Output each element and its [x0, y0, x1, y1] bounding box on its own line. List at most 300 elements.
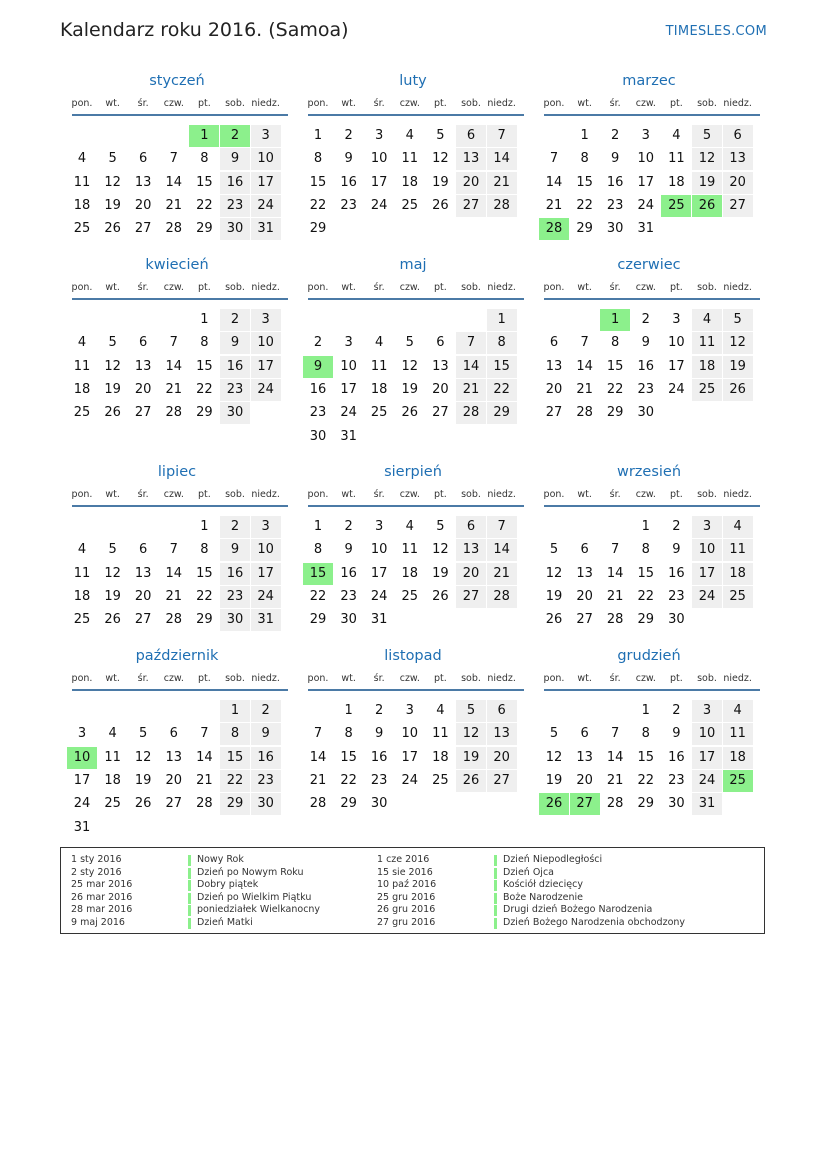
day-cell: 17 — [370, 565, 388, 581]
day-cell: 2 — [672, 703, 681, 718]
day-cell: 4 — [108, 726, 117, 742]
day-cell: 13 — [487, 723, 517, 745]
day-cell: 23 — [220, 195, 250, 217]
day-cell: 20 — [432, 381, 449, 397]
day-cell: 27 — [456, 586, 486, 608]
day-cell: 11 — [73, 565, 91, 581]
day-cell: 23 — [220, 379, 250, 401]
day-cell: 7 — [169, 542, 178, 558]
day-cell: 28 — [165, 612, 183, 628]
day-cell: 15 — [196, 358, 213, 374]
legend-date: 1 sty 2016 — [71, 854, 122, 865]
weekday-label: niedz. — [723, 673, 752, 684]
day-cell: 30 — [668, 796, 685, 812]
day-cell: 30 — [370, 796, 388, 812]
page-title: Kalendarz roku 2016. (Samoa) — [60, 19, 349, 41]
legend-color-marker — [188, 880, 191, 891]
day-cell: 5 — [549, 726, 559, 742]
day-cell: 6 — [139, 542, 148, 558]
day-cell: 10 — [668, 335, 685, 351]
day-cell: 4 — [723, 700, 753, 722]
day-cell: 21 — [576, 381, 593, 397]
day-cell: 9 — [344, 151, 353, 167]
day-cell: 30 — [220, 218, 250, 240]
day-cell: 23 — [668, 772, 685, 788]
day-cell: 17 — [251, 356, 281, 378]
weekday-label: wt. — [577, 98, 592, 109]
day-cell: 6 — [723, 125, 753, 147]
day-cell: 5 — [108, 151, 117, 167]
day-cell: 19 — [104, 197, 121, 213]
legend-holiday-name: Nowy Rok — [197, 854, 244, 865]
weekday-label: niedz. — [251, 98, 280, 109]
weekday-label: wt. — [105, 673, 120, 684]
weekday-label: czw. — [635, 673, 656, 684]
day-cell: 29 — [606, 405, 624, 421]
day-cell: 7 — [487, 516, 517, 538]
day-cell: 31 — [73, 819, 91, 835]
day-cell: 30 — [251, 793, 281, 815]
day-cell: 24 — [401, 772, 419, 788]
weekday-label: niedz. — [487, 98, 516, 109]
day-cell: 5 — [108, 335, 117, 351]
day-cell: 7 — [487, 125, 517, 147]
holiday-day-cell: 28 — [539, 218, 569, 240]
weekday-label: śr. — [609, 489, 621, 500]
day-cell: 25 — [401, 197, 419, 213]
month-name: maj — [399, 257, 427, 273]
day-cell: 28 — [576, 405, 593, 421]
site-link[interactable]: TIMESLES.COM — [665, 24, 767, 39]
day-cell: 3 — [251, 516, 281, 538]
day-cell: 12 — [401, 358, 419, 374]
day-cell: 27 — [456, 195, 486, 217]
day-cell: 8 — [580, 151, 589, 167]
weekday-label: sob. — [225, 673, 245, 684]
day-cell: 3 — [251, 309, 281, 331]
day-cell: 12 — [545, 565, 563, 581]
day-cell: 24 — [340, 405, 357, 421]
day-cell: 3 — [251, 125, 281, 147]
day-cell: 20 — [576, 772, 593, 788]
day-cell: 23 — [220, 586, 250, 608]
day-cell: 12 — [432, 542, 449, 558]
legend-holiday-name: Dzień Bożego Narodzenia obchodzony — [503, 916, 686, 928]
day-cell: 1 — [641, 519, 650, 534]
day-cell: 23 — [370, 772, 388, 788]
day-cell: 21 — [165, 381, 183, 397]
day-cell: 18 — [668, 174, 685, 190]
day-cell: 28 — [165, 405, 183, 421]
month-name: styczeń — [149, 73, 205, 89]
day-cell: 5 — [436, 519, 445, 534]
day-cell: 12 — [692, 148, 722, 170]
day-cell: 11 — [104, 749, 121, 765]
day-cell: 8 — [313, 542, 323, 558]
day-cell: 1 — [313, 519, 323, 534]
day-cell: 21 — [487, 563, 517, 585]
day-cell: 5 — [723, 309, 753, 331]
legend-date: 27 gru 2016 — [377, 916, 436, 928]
day-cell: 17 — [401, 749, 419, 765]
day-cell: 25 — [370, 405, 388, 421]
day-cell: 21 — [456, 379, 486, 401]
day-cell: 14 — [165, 358, 183, 374]
day-cell: 3 — [344, 335, 353, 351]
weekday-label: sob. — [461, 98, 481, 109]
weekday-label: pt. — [670, 673, 683, 684]
legend-holiday-name: Dzień Ojca — [503, 866, 554, 878]
day-cell: 1 — [487, 309, 517, 331]
legend-color-marker — [494, 918, 497, 929]
weekday-label: wt. — [577, 489, 592, 500]
weekday-label: czw. — [399, 489, 420, 500]
legend-date: 26 gru 2016 — [377, 904, 436, 915]
day-cell: 2 — [344, 519, 353, 534]
weekday-label: czw. — [163, 673, 184, 684]
day-cell: 2 — [641, 312, 650, 327]
day-cell: 18 — [401, 565, 419, 581]
day-cell: 8 — [200, 542, 209, 558]
day-cell: 17 — [73, 772, 91, 788]
day-cell: 30 — [309, 428, 327, 444]
day-cell: 28 — [196, 796, 213, 812]
day-cell: 6 — [139, 335, 148, 351]
header-rule — [544, 298, 760, 300]
day-cell: 4 — [723, 516, 753, 538]
day-cell: 3 — [375, 519, 384, 534]
weekday-label: pt. — [670, 282, 683, 293]
day-cell: 12 — [723, 332, 753, 354]
day-cell: 3 — [692, 700, 722, 722]
month-name: sierpień — [384, 464, 442, 480]
header-rule — [544, 114, 760, 116]
weekday-label: śr. — [137, 282, 149, 293]
day-cell: 10 — [251, 539, 281, 561]
day-cell: 15 — [196, 565, 213, 581]
day-cell: 24 — [637, 197, 655, 213]
day-cell: 16 — [340, 174, 357, 190]
day-cell: 3 — [641, 128, 650, 143]
weekday-label: pon. — [543, 489, 565, 500]
day-cell: 23 — [309, 405, 327, 421]
day-cell: 10 — [251, 148, 281, 170]
holiday-day-cell: 27 — [570, 793, 600, 815]
day-cell: 16 — [220, 356, 250, 378]
day-cell: 27 — [134, 612, 152, 628]
day-cell: 1 — [344, 703, 353, 718]
day-cell: 23 — [251, 770, 281, 792]
day-cell: 24 — [251, 195, 281, 217]
day-cell: 9 — [672, 542, 681, 558]
day-cell: 6 — [436, 335, 445, 351]
day-cell: 24 — [370, 197, 388, 213]
day-cell: 13 — [456, 539, 486, 561]
weekday-label: sob. — [697, 98, 717, 109]
day-cell: 14 — [606, 749, 624, 765]
day-cell: 23 — [606, 197, 624, 213]
day-cell: 7 — [549, 151, 559, 167]
day-cell: 14 — [456, 356, 486, 378]
weekday-label: pt. — [434, 282, 447, 293]
weekday-label: czw. — [399, 98, 420, 109]
day-cell: 17 — [251, 172, 281, 194]
day-cell: 15 — [309, 174, 327, 190]
day-cell: 15 — [487, 356, 517, 378]
day-cell: 21 — [606, 588, 624, 604]
day-cell: 12 — [545, 749, 563, 765]
day-cell: 29 — [340, 796, 357, 812]
day-cell: 30 — [340, 612, 357, 628]
day-cell: 18 — [370, 381, 388, 397]
day-cell: 10 — [692, 539, 722, 561]
weekday-label: pon. — [71, 673, 93, 684]
day-cell: 13 — [134, 565, 152, 581]
day-cell: 27 — [487, 770, 517, 792]
day-cell: 4 — [77, 335, 87, 351]
weekday-label: śr. — [373, 282, 385, 293]
day-cell: 12 — [134, 749, 152, 765]
holiday-day-cell: 9 — [303, 356, 333, 378]
weekday-label: niedz. — [487, 282, 516, 293]
day-cell: 21 — [165, 588, 183, 604]
day-cell: 4 — [405, 128, 414, 143]
day-cell: 31 — [340, 428, 357, 444]
day-cell: 8 — [641, 542, 650, 558]
weekday-label: pon. — [307, 673, 329, 684]
day-cell: 13 — [576, 749, 593, 765]
day-cell: 27 — [576, 612, 593, 628]
day-cell: 16 — [251, 747, 281, 769]
weekday-label: niedz. — [487, 489, 516, 500]
day-cell: 7 — [580, 335, 589, 351]
weekday-label: niedz. — [723, 282, 752, 293]
day-cell: 17 — [370, 174, 388, 190]
weekday-label: pon. — [543, 98, 565, 109]
day-cell: 12 — [104, 174, 121, 190]
legend-color-marker — [494, 893, 497, 904]
day-cell: 22 — [196, 197, 213, 213]
holiday-day-cell: 1 — [600, 309, 630, 331]
day-cell: 17 — [251, 563, 281, 585]
day-cell: 17 — [340, 381, 357, 397]
day-cell: 2 — [220, 516, 250, 538]
holiday-day-cell: 2 — [220, 125, 250, 147]
day-cell: 13 — [134, 358, 152, 374]
day-cell: 5 — [139, 726, 148, 742]
day-cell: 30 — [668, 612, 685, 628]
month-name: listopad — [384, 648, 442, 664]
day-cell: 12 — [432, 151, 449, 167]
weekday-label: pon. — [71, 489, 93, 500]
day-cell: 11 — [723, 539, 753, 561]
day-cell: 19 — [432, 174, 449, 190]
day-cell: 13 — [545, 358, 563, 374]
weekday-label: czw. — [399, 282, 420, 293]
day-cell: 26 — [104, 405, 121, 421]
day-cell: 10 — [370, 542, 388, 558]
holiday-day-cell: 25 — [723, 770, 753, 792]
day-cell: 16 — [668, 565, 685, 581]
day-cell: 18 — [73, 197, 91, 213]
day-cell: 24 — [668, 381, 685, 397]
day-cell: 29 — [309, 612, 327, 628]
day-cell: 8 — [220, 723, 250, 745]
day-cell: 14 — [487, 148, 517, 170]
day-cell: 11 — [401, 542, 419, 558]
day-cell: 17 — [692, 747, 722, 769]
day-cell: 11 — [401, 151, 419, 167]
day-cell: 25 — [692, 379, 722, 401]
day-cell: 14 — [576, 358, 593, 374]
day-cell: 10 — [370, 151, 388, 167]
day-cell: 7 — [200, 726, 209, 742]
day-cell: 12 — [456, 723, 486, 745]
weekday-label: czw. — [635, 489, 656, 500]
day-cell: 20 — [134, 197, 152, 213]
month-name: lipiec — [157, 464, 197, 480]
day-cell: 21 — [165, 197, 183, 213]
weekday-label: pt. — [198, 673, 211, 684]
legend-date: 28 mar 2016 — [71, 904, 133, 915]
day-cell: 19 — [134, 772, 152, 788]
day-cell: 2 — [313, 335, 323, 351]
day-cell: 11 — [692, 332, 722, 354]
month-name: grudzień — [617, 648, 681, 664]
legend-color-marker — [188, 893, 191, 904]
weekday-label: pon. — [71, 98, 93, 109]
weekday-label: śr. — [137, 673, 149, 684]
day-cell: 14 — [165, 565, 183, 581]
day-cell: 17 — [668, 358, 685, 374]
day-cell: 29 — [196, 405, 213, 421]
header-rule — [308, 298, 524, 300]
legend-date: 26 mar 2016 — [71, 891, 133, 903]
day-cell: 15 — [637, 749, 655, 765]
holiday-day-cell: 15 — [303, 563, 333, 585]
legend-color-marker — [494, 880, 497, 891]
day-cell: 20 — [165, 772, 183, 788]
weekday-label: pt. — [198, 98, 211, 109]
day-cell: 27 — [723, 195, 753, 217]
day-cell: 27 — [134, 405, 152, 421]
day-cell: 23 — [668, 588, 685, 604]
day-cell: 6 — [139, 151, 148, 167]
day-cell: 8 — [344, 726, 353, 742]
weekday-label: niedz. — [251, 489, 280, 500]
weekday-label: pt. — [198, 489, 211, 500]
legend-date: 1 cze 2016 — [377, 854, 430, 865]
day-cell: 19 — [456, 747, 486, 769]
weekday-label: sob. — [461, 282, 481, 293]
day-cell: 20 — [487, 747, 517, 769]
day-cell: 16 — [340, 565, 357, 581]
weekday-label: sob. — [697, 282, 717, 293]
day-cell: 29 — [196, 612, 213, 628]
weekday-label: niedz. — [723, 98, 752, 109]
weekday-label: niedz. — [251, 673, 280, 684]
weekday-label: pt. — [670, 98, 683, 109]
day-cell: 7 — [169, 335, 178, 351]
day-cell: 9 — [641, 335, 650, 351]
day-cell: 24 — [692, 770, 722, 792]
day-cell: 15 — [340, 749, 357, 765]
weekday-label: sob. — [225, 282, 245, 293]
legend-holiday-name: Dzień po Wielkim Piątku — [197, 891, 312, 903]
day-cell: 19 — [545, 772, 563, 788]
month-name: kwiecień — [145, 257, 209, 273]
weekday-label: czw. — [163, 282, 184, 293]
legend-color-marker — [188, 918, 191, 929]
day-cell: 18 — [73, 588, 91, 604]
day-cell: 4 — [375, 335, 384, 351]
weekday-label: pon. — [543, 282, 565, 293]
day-cell: 17 — [637, 174, 655, 190]
day-cell: 20 — [134, 588, 152, 604]
day-cell: 20 — [456, 563, 486, 585]
day-cell: 10 — [401, 726, 419, 742]
day-cell: 7 — [611, 726, 620, 742]
day-cell: 22 — [606, 381, 624, 397]
day-cell: 27 — [134, 221, 152, 237]
legend-holiday-name: poniedziałek Wielkanocny — [197, 904, 321, 915]
holiday-day-cell: 25 — [661, 195, 691, 217]
day-cell: 31 — [251, 609, 281, 631]
weekday-label: wt. — [105, 98, 120, 109]
day-cell: 3 — [405, 703, 414, 718]
day-cell: 29 — [196, 221, 213, 237]
day-cell: 31 — [370, 612, 388, 628]
day-cell: 25 — [401, 588, 419, 604]
day-cell: 9 — [672, 726, 681, 742]
day-cell: 7 — [313, 726, 323, 742]
day-cell: 4 — [692, 309, 722, 331]
legend-color-marker — [494, 855, 497, 866]
day-cell: 5 — [108, 542, 117, 558]
month-name: luty — [399, 73, 427, 89]
day-cell: 16 — [220, 172, 250, 194]
legend-date: 2 sty 2016 — [71, 866, 122, 878]
legend-holiday-name: Dzień Niepodległości — [503, 854, 603, 865]
day-cell: 29 — [487, 402, 517, 424]
day-cell: 13 — [432, 358, 449, 374]
day-cell: 8 — [200, 335, 209, 351]
day-cell: 23 — [637, 381, 655, 397]
day-cell: 6 — [580, 542, 589, 558]
day-cell: 14 — [487, 539, 517, 561]
day-cell: 15 — [576, 174, 593, 190]
weekday-label: pon. — [307, 489, 329, 500]
day-cell: 13 — [456, 148, 486, 170]
day-cell: 29 — [220, 793, 250, 815]
weekday-label: wt. — [341, 98, 356, 109]
day-cell: 6 — [580, 726, 589, 742]
day-cell: 21 — [606, 772, 624, 788]
day-cell: 22 — [487, 379, 517, 401]
weekday-label: śr. — [609, 98, 621, 109]
day-cell: 23 — [340, 197, 357, 213]
day-cell: 24 — [251, 379, 281, 401]
day-cell: 16 — [309, 381, 327, 397]
day-cell: 20 — [545, 381, 563, 397]
holiday-legend — [60, 847, 765, 934]
day-cell: 2 — [251, 700, 281, 722]
day-cell: 26 — [432, 588, 449, 604]
day-cell: 26 — [401, 405, 419, 421]
day-cell: 23 — [340, 588, 357, 604]
weekday-label: czw. — [635, 98, 656, 109]
legend-date: 9 maj 2016 — [71, 916, 125, 928]
